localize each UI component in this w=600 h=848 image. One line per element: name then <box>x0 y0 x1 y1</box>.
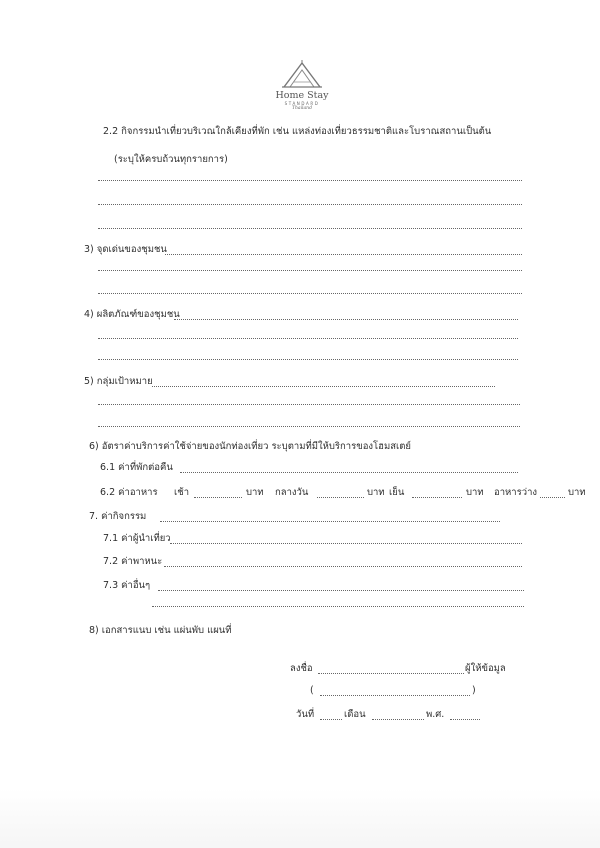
breakfast-price-field[interactable] <box>194 497 242 498</box>
dinner-price-field[interactable] <box>412 497 462 498</box>
section-7-3-label: 7.3 ค่าอื่นๆ <box>103 580 151 591</box>
section-3-line-3[interactable] <box>98 293 522 294</box>
section-4-line-2[interactable] <box>98 338 518 339</box>
scan-shadow <box>0 788 600 848</box>
section-3-line-2[interactable] <box>98 270 522 271</box>
section-3-label: 3) จุดเด่นของชุมชน <box>84 244 167 255</box>
logo-name: Home Stay <box>275 90 329 101</box>
section-7-2-label: 7.2 ค่าพาหนะ <box>103 556 163 567</box>
snack-price-field[interactable] <box>540 497 565 498</box>
section-5-line-1[interactable] <box>152 386 495 387</box>
month-label: เดือน <box>344 709 366 720</box>
lunch-price-field[interactable] <box>317 497 364 498</box>
section-2-2-line-2[interactable] <box>98 204 522 205</box>
breakfast-label: เช้า <box>174 487 190 498</box>
section-2-2-line-3[interactable] <box>98 228 522 229</box>
dinner-label: เย็น <box>389 487 405 498</box>
day-field[interactable] <box>320 719 342 720</box>
section-4-line-3[interactable] <box>98 359 518 360</box>
signature-field[interactable] <box>318 673 464 674</box>
section-5-label: 5) กลุ่มเป้าหมาย <box>84 376 153 387</box>
logo-standard: STANDARD <box>284 101 320 106</box>
snack-label: อาหารว่าง <box>494 487 538 498</box>
lunch-label: กลางวัน <box>275 487 309 498</box>
section-5-line-3[interactable] <box>98 426 520 427</box>
section-6-2-label: 6.2 ค่าอาหาร <box>100 487 158 498</box>
lunch-baht: บาท <box>367 487 385 498</box>
close-paren: ) <box>472 685 476 696</box>
section-6-1-label: 6.1 ค่าที่พักต่อคืน <box>100 462 173 473</box>
breakfast-baht: บาท <box>246 487 264 498</box>
section-3-line-1[interactable] <box>165 254 522 255</box>
section-6-1-line[interactable] <box>180 472 518 473</box>
section-4-line-1[interactable] <box>174 319 518 320</box>
open-paren: ( <box>310 685 314 696</box>
section-4-label: 4) ผลิตภัณฑ์ของชุมชน <box>84 309 180 320</box>
section-7-title: 7. ค่ากิจกรรม <box>89 511 147 522</box>
section-2-2-note: (ระบุให้ครบถ้วนทุกรายการ) <box>114 154 228 165</box>
section-7-3-line[interactable] <box>158 590 524 591</box>
thai-roof-icon <box>280 60 324 90</box>
month-field[interactable] <box>372 719 424 720</box>
section-7-1-label: 7.1 ค่าผู้นำเที่ยว <box>103 533 171 544</box>
section-2-2-title: 2.2 กิจกรรมนำเที่ยวบริเวณใกล้เคียงที่พัก เช่น แหล่งท่องเที่ยวธรรมชาติและโบราณสถานเป็นต้น <box>103 126 492 137</box>
informant-label: ผู้ให้ข้อมูล <box>465 663 506 674</box>
dinner-baht: บาท <box>466 487 484 498</box>
section-7-line[interactable] <box>160 521 500 522</box>
homestay-standard-logo <box>262 60 342 120</box>
year-field[interactable] <box>450 719 480 720</box>
sign-label: ลงชื่อ <box>290 663 313 674</box>
section-7-2-line[interactable] <box>164 566 522 567</box>
section-7-1-line[interactable] <box>170 543 522 544</box>
section-2-2-line-1[interactable] <box>98 180 522 181</box>
section-7-extra-line[interactable] <box>152 606 524 607</box>
section-8-label: 8) เอกสารแนบ เช่น แผ่นพับ แผนที่ <box>89 625 232 636</box>
day-label: วันที่ <box>296 709 315 720</box>
section-6-title: 6) อัตราค่าบริการค่าใช้จ่ายของนักท่องเที่ยว ระบุตามที่มีให้บริการของโฮมสเตย์ <box>89 441 411 452</box>
section-5-line-2[interactable] <box>98 404 520 405</box>
year-label: พ.ศ. <box>426 709 445 720</box>
printed-name-field[interactable] <box>320 695 470 696</box>
snack-baht: บาท <box>568 487 586 498</box>
logo-country: Thailand <box>292 106 312 111</box>
